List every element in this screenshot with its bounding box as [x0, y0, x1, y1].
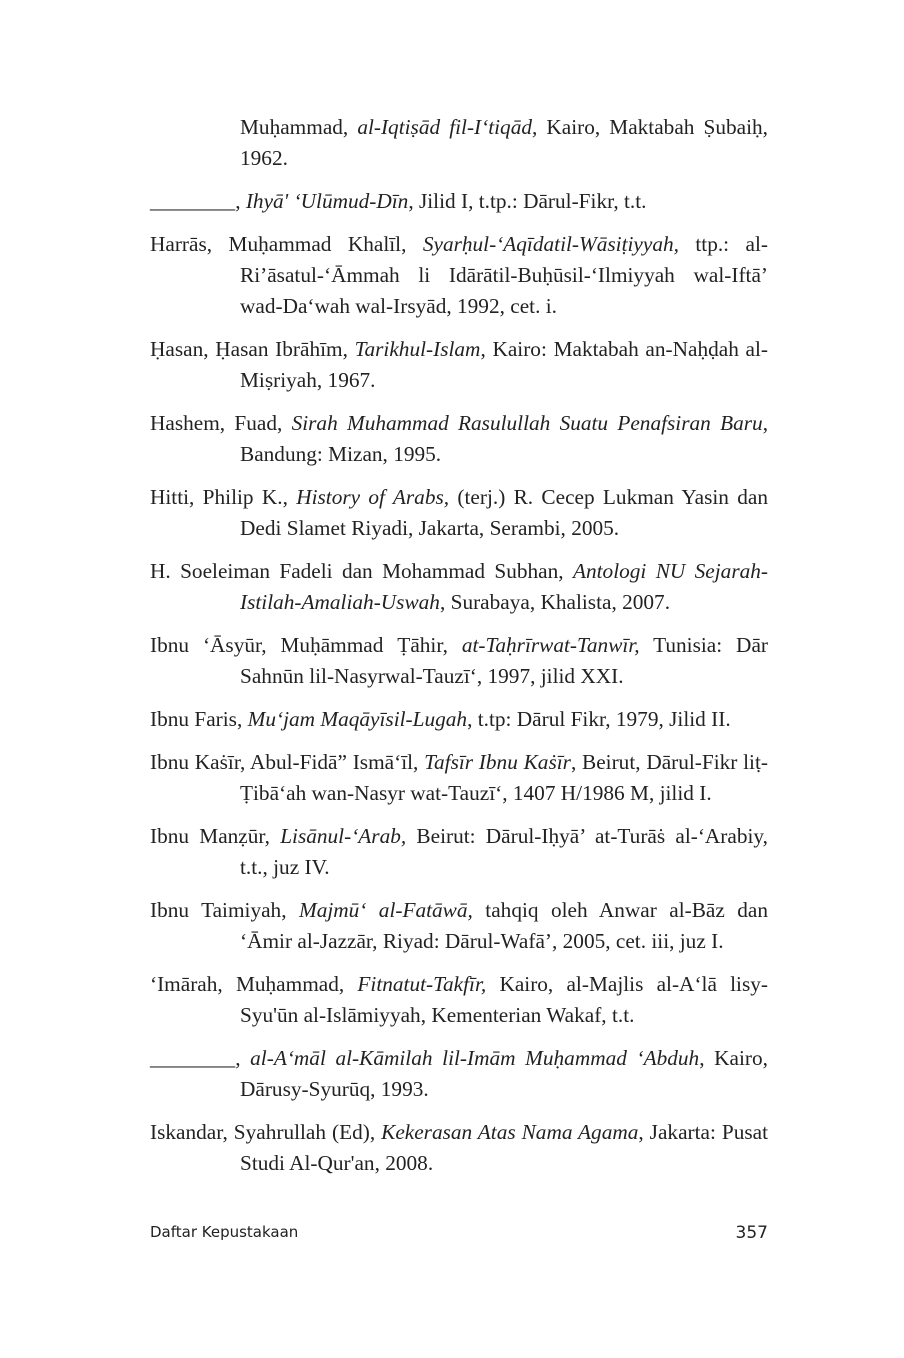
page-number: 357 — [735, 1223, 768, 1243]
bibliography-entry: Hashem, Fuad, Sirah Muhammad Rasulullah Suatu Penafsiran Baru, Bandung: Mizan, 1995. — [150, 411, 769, 466]
bibliography-entry: Ibnu Taimiyah, Majmū‘ al-Fatāwā, tahqiq oleh Anwar al-Bāz dan ‘Āmir al-Jazzār, Riyad: Dārul-Wafā’, 2005, cet. iii, juz I. — [150, 898, 769, 953]
bibliography-entry: Hitti, Philip K., History of Arabs, (terj.) R. Cecep Lukman Yasin dan Dedi Slamet Riyadi, Jakarta, Serambi, 2005. — [150, 485, 769, 540]
bibliography-entry: Iskandar, Syahrullah (Ed), Kekerasan Atas Nama Agama, Jakarta: Pusat Studi Al-Qur'an, 2008. — [150, 1120, 769, 1175]
bibliography — [150, 112, 768, 1191]
bibliography-entry: Ibnu ‘Āsyūr, Muḥāmmad Ṭāhir, at-Taḥrīrwat-Tanwīr, Tunisia: Dār Sahnūn lil-Nasyrwal-Tauzī‘, 1997, jilid XXI. — [150, 633, 768, 688]
bibliography-entry: Ibnu Kaṡīr, Abul-Fidā” Ismā‘īl, Tafsīr Ibnu Kaṡīr, Beirut, Dārul-Fikr liṭ-Ṭibā‘ah wan-Nasyr wat-Tauzī‘, 1407 H/1986 M, jilid I. — [150, 750, 768, 805]
bibliography-entry: ________, al-A‘māl al-Kāmilah lil-Imām Muḥammad ‘Abduh, Kairo, Dārusy-Syurūq, 1993. — [150, 1046, 768, 1101]
bibliography-entry: Harrās, Muḥammad Khalīl, Syarḥul-‘Aqīdatil-Wāsiṭiyyah, ttp.: al-Ri’āsatul-‘Āmmah li Idārātil-Buḥūsil-‘Ilmiyyah wal-Iftā’ wad-Da‘wah wal-Irsyād, 1992, cet. i. — [150, 232, 768, 318]
bibliography-entry: Muḥammad, al-Iqtiṣād fil-I‘tiqād, Kairo, Maktabah Ṣubaiḥ, 1962. — [240, 115, 768, 170]
bibliography-entry: Ibnu Faris, Mu‘jam Maqāyīsil-Lugah, t.tp: Dārul Fikr, 1979, Jilid II. — [150, 707, 731, 731]
bibliography-entry: Ibnu Manẓūr, Lisānul-‘Arab, Beirut: Dārul-Iḥyā’ at-Turāṡ al-‘Arabiy, t.t., juz IV. — [150, 824, 769, 879]
bibliography-entry: Ḥasan, Ḥasan Ibrāhīm, Tarikhul-Islam, Kairo: Maktabah an-Naḥḍah al-Miṣriyah, 1967. — [150, 337, 768, 392]
bibliography-entry: ________, Ihyā' ‘Ulūmud-Dīn, Jilid I, t.tp.: Dārul-Fikr, t.t. — [150, 189, 647, 213]
footer-section-title: Daftar Kepustakaan — [150, 1223, 299, 1241]
bibliography-entry: H. Soeleiman Fadeli dan Mohammad Subhan, Antologi NU Sejarah-Istilah-Amaliah-Uswah, Surabaya, Khalista, 2007. — [150, 559, 768, 614]
bibliography-entry: ‘Imārah, Muḥammad, Fitnatut-Takfīr, Kairo, al-Majlis al-A‘lā lisy-Syu'ūn al-Islāmiyyah, Kementerian Wakaf, t.t. — [150, 972, 768, 1027]
